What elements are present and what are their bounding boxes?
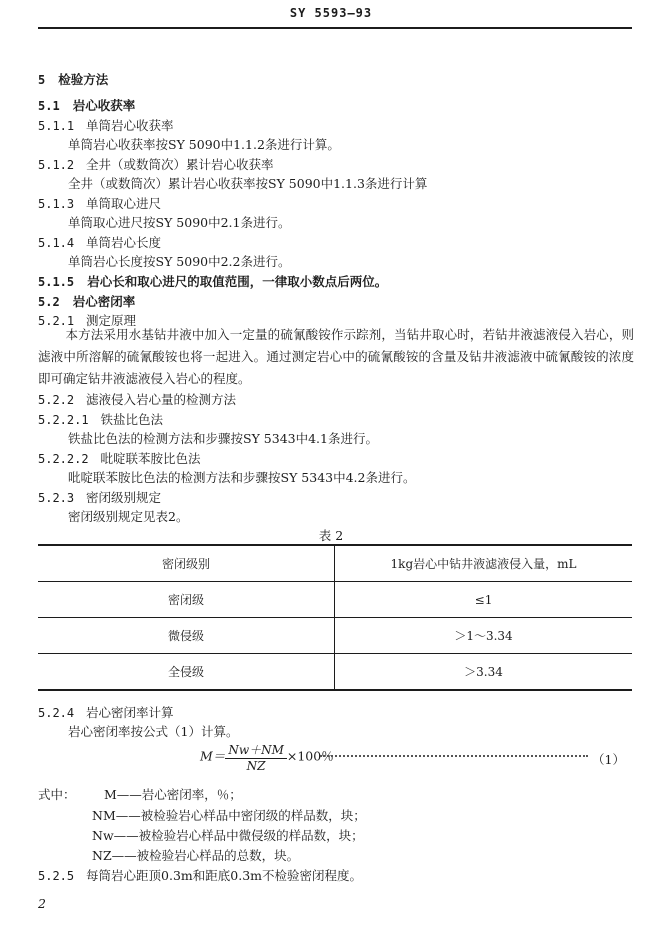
section-5-2-4-heading: 5.2.4 岩心密闭率计算	[38, 705, 174, 720]
where-item: Nw——被检验岩心样品中微侵级的样品数，块；	[92, 828, 364, 843]
table-cell: ＞3.34	[464, 665, 503, 679]
section-5-2-3-text: 密闭级别规定见表2。	[68, 509, 189, 524]
formula-lhs: M＝	[200, 748, 226, 764]
formula-fraction	[225, 741, 287, 773]
section-5-heading: 5 检验方法	[38, 72, 109, 87]
table-cell: ≤1	[335, 582, 633, 618]
section-5-2-1-paragraph: 本方法采用水基钻井液中加入一定量的硫氰酸铵作示踪剂，当钻井取心时，若钻井液滤液侵入岩心，则滤液中所溶解的硫氰酸铵也将一起进入。通过测定岩心中的硫氰酸铵的含量及钻井液滤液中硫氰酸铵的浓度即可确定钻井液滤液侵入岩心的程度。	[38, 327, 634, 386]
header-rule	[38, 27, 632, 29]
section-5-2-4-text: 岩心密闭率按公式（1）计算。	[68, 724, 239, 739]
section-5-1-2-heading: 5.1.2 全井（或数筒次）累计岩心收获率	[38, 157, 274, 172]
table-header-cell: 1kg岩心中钻井液滤液侵入量，mL	[335, 545, 633, 582]
section-5-2-3-heading: 5.2.3 密闭级别规定	[38, 490, 162, 505]
section-5-1-1-heading: 5.1.1 单筒岩心收获率	[38, 118, 174, 133]
table-cell: 全侵级	[38, 654, 335, 691]
section-5-2-2-1-heading: 5.2.2.1 铁盐比色法	[38, 412, 164, 427]
where-item: NZ——被检验岩心样品的总数，块。	[92, 848, 300, 863]
section-5-1-3-text: 单筒取心进尺按SY 5090中2.1条进行。	[68, 215, 291, 230]
table-header-row	[38, 545, 632, 582]
section-5-1-3-heading: 5.1.3 单筒取心进尺	[38, 196, 162, 211]
table-2-caption: 表 2	[318, 528, 344, 543]
section-5-1-4-heading: 5.1.4 单筒岩心长度	[38, 235, 162, 250]
table-cell: 微侵级	[38, 618, 335, 654]
section-5-2-heading: 5.2 岩心密闭率	[38, 294, 136, 309]
table-row	[38, 618, 632, 654]
formula-factor: ×100％	[286, 748, 334, 764]
section-5-2-2-2-heading: 5.2.2.2 吡啶联苯胺比色法	[38, 451, 201, 466]
where-item: M——岩心密闭率，％；	[104, 787, 242, 802]
where-item: NM——被检验岩心样品中密闭级的样品数，块；	[92, 808, 366, 823]
formula-equation-number: （1）	[592, 752, 625, 767]
section-5-1-2-text: 全井（或数筒次）累计岩心收获率按SY 5090中1.1.3条进行计算	[68, 176, 428, 191]
section-5-1-1-text: 单筒岩心收获率按SY 5090中1.1.2条进行计算。	[68, 137, 340, 152]
formula-denominator: NZ	[246, 759, 266, 773]
formula	[200, 741, 334, 773]
table-row	[38, 582, 632, 618]
section-5-1-heading: 5.1 岩心收获率	[38, 98, 136, 113]
section-5-2-5: 5.2.5 每筒岩心距顶0.3m和距底0.3m不检验密闭程度。	[38, 868, 363, 883]
section-5-1-4-text: 单筒岩心长度按SY 5090中2.2条进行。	[68, 254, 291, 269]
table-header-cell: 密闭级别	[38, 545, 335, 582]
standard-code-header: SY 5593—93	[289, 6, 373, 20]
table-2	[38, 544, 632, 691]
section-5-2-2-heading: 5.2.2 滤液侵入岩心量的检测方法	[38, 392, 237, 407]
table-row	[38, 654, 632, 691]
formula-leader-dots	[320, 755, 588, 757]
page-number: 2	[38, 896, 46, 911]
table-cell: ＞1～3.34	[335, 618, 633, 654]
section-5-2-2-1-text: 铁盐比色法的检测方法和步骤按SY 5343中4.1条进行。	[68, 431, 378, 446]
formula-numerator: Nw＋NM	[225, 741, 287, 759]
table-cell: 密闭级	[38, 582, 335, 618]
section-5-2-2-2-text: 吡啶联苯胺比色法的检测方法和步骤按SY 5343中4.2条进行。	[68, 470, 416, 485]
section-5-2-1-heading: 5.2.1 测定原理	[38, 313, 137, 328]
section-5-1-5: 5.1.5 岩心长和取心进尺的取值范围，一律取小数点后两位。	[38, 274, 388, 289]
where-label: 式中：	[38, 787, 76, 802]
